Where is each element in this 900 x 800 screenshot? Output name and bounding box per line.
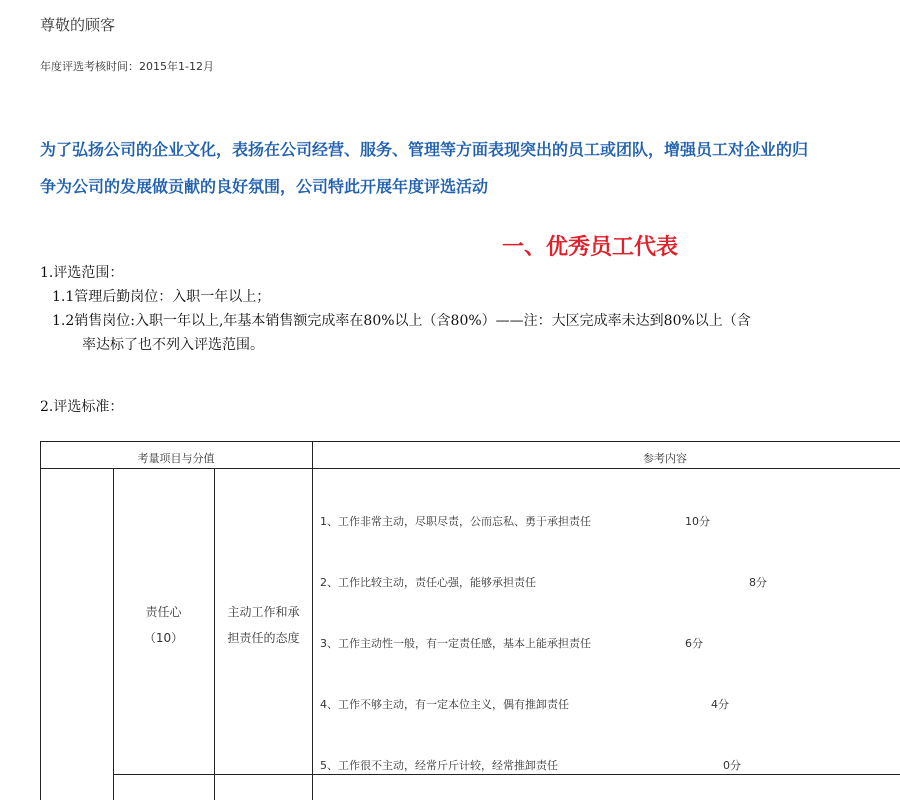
scope-item-sales-continued: 率达标了也不列入评选范围。: [82, 337, 264, 353]
criterion-points-5: 0分: [723, 759, 741, 772]
scope-heading: 1.评选范围：: [40, 265, 124, 281]
criterion-points-4: 4分: [711, 698, 729, 711]
criterion-text-2: 2、工作比较主动，责任心强，能够承担责任: [320, 576, 536, 589]
criterion-points-3: 6分: [685, 637, 703, 650]
evaluation-period: 年度评选考核时间：2015年1-12月: [40, 60, 214, 73]
table-row-divider: [113, 774, 900, 775]
criterion-points-1: 10分: [685, 515, 710, 528]
intro-line-1: 为了弘扬公司的企业文化，表扬在公司经营、服务、管理等方面表现突出的员工或团队，增强员工对企业的归: [40, 140, 809, 159]
criteria-heading: 2.评选标准：: [40, 399, 124, 415]
criterion-text-3: 3、工作主动性一般，有一定责任感，基本上能承担责任: [320, 637, 591, 650]
table-border-left: [40, 441, 41, 800]
criterion-text-5: 5、工作很不主动，经常斤斤计较，经常推卸责任: [320, 759, 558, 772]
category-description-line-1: 主动工作和承: [227, 605, 300, 619]
table-header-divider: [40, 468, 900, 469]
scope-item-sales: 1.2销售岗位:入职一年以上,年基本销售额完成率在80%以上（含80%）——注：大区完成率未达到80%以上（含: [52, 313, 751, 329]
criterion-text-1: 1、工作非常主动，尽职尽责，公而忘私、勇于承担责任: [320, 515, 591, 528]
table-border-top: [40, 441, 900, 442]
table-col-divider-3: [312, 441, 313, 800]
category-name: 责任心: [145, 605, 182, 619]
scope-item-management: 1.1管理后勤岗位：入职一年以上；: [52, 289, 271, 305]
criterion-text-4: 4、工作不够主动，有一定本位主义，偶有推卸责任: [320, 698, 569, 711]
greeting: 尊敬的顾客: [40, 16, 116, 34]
criterion-points-2: 8分: [749, 576, 767, 589]
category-score: （10）: [143, 631, 184, 645]
table-header-reference: 参考内容: [643, 452, 687, 465]
section-title: 一、优秀员工代表: [502, 235, 679, 260]
category-description-line-2: 担责任的态度: [227, 631, 300, 645]
table-header-items: 考量项目与分值: [137, 452, 215, 465]
intro-line-2: 争为公司的发展做贡献的良好氛围，公司特此开展年度评选活动: [40, 177, 489, 196]
